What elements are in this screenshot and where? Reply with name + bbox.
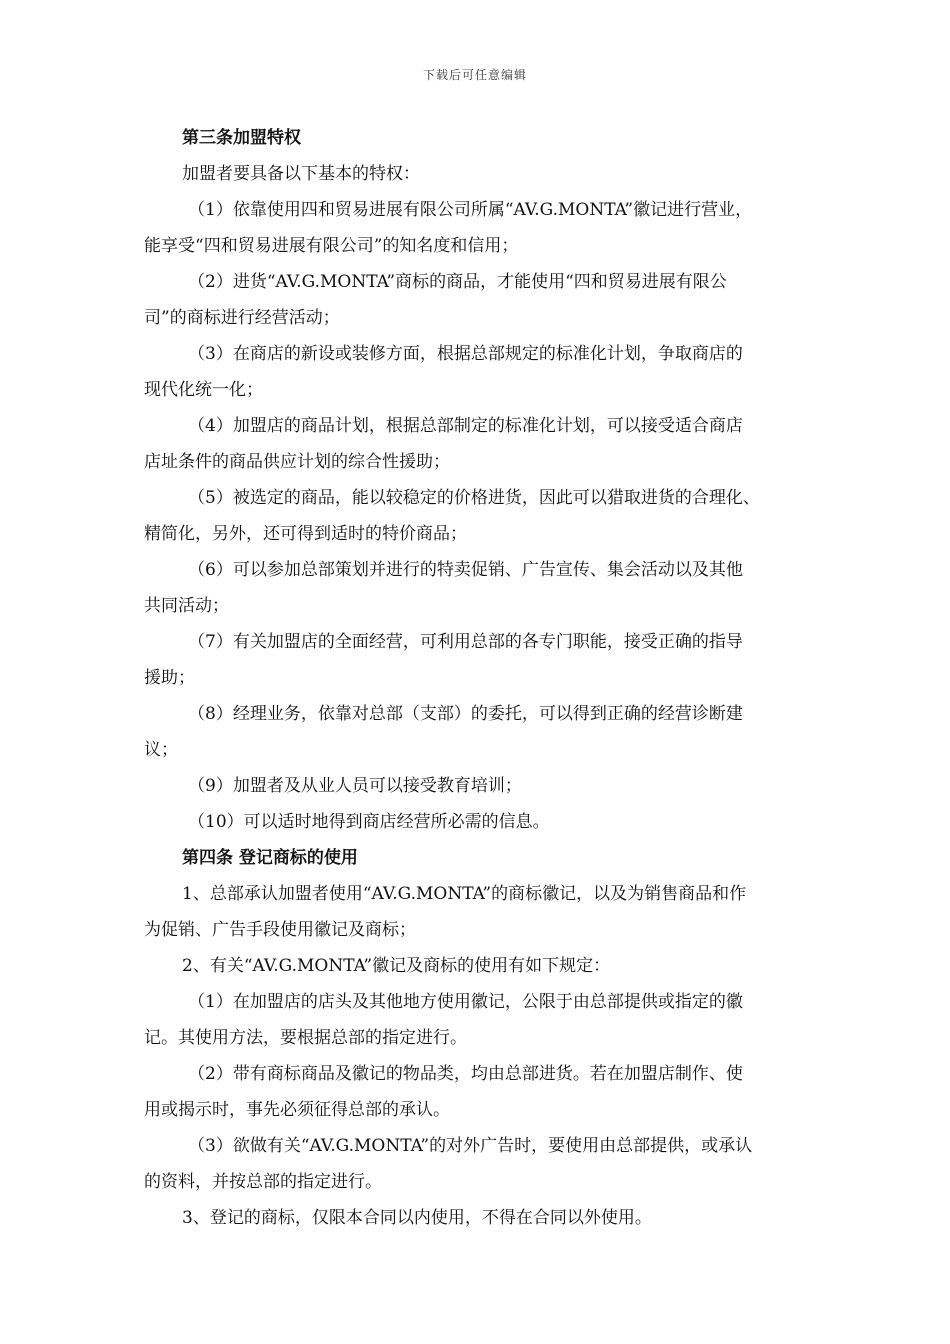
paragraph-line: （7）有关加盟店的全面经营，可利用总部的各专门职能，接受正确的指导 (188, 632, 743, 652)
paragraph-line: 用或揭示时，事先必须征得总部的承认。 (144, 1100, 450, 1120)
paragraph-line: （1）在加盟店的店头及其他地方使用徽记，公限于由总部提供或指定的徽 (188, 992, 743, 1012)
paragraph-line: 的资料，并按总部的指定进行。 (144, 1172, 382, 1192)
paragraph-line: （5）被选定的商品，能以较稳定的价格进货，因此可以猎取进货的合理化、 (188, 488, 760, 508)
paragraph-line: （9）加盟者及从业人员可以接受教育培训； (188, 776, 522, 796)
paragraph-line: 司”的商标进行经营活动； (144, 308, 340, 328)
paragraph-line: 精简化，另外，还可得到适时的特价商品； (144, 524, 467, 544)
paragraph-line: 议； (144, 740, 178, 760)
paragraph-line: （4）加盟店的商品计划，根据总部制定的标准化计划，可以接受适合商店 (188, 416, 743, 436)
page-header: 下载后可任意编辑 (422, 68, 527, 82)
paragraph-line: 能享受“四和贸易进展有限公司”的知名度和信用； (144, 236, 519, 256)
document-body (144, 120, 814, 1236)
paragraph-line: （2）进货“AV.G.MONTA”商标的商品，才能使用“四和贸易进展有限公 (188, 272, 727, 292)
section-3-intro: 加盟者要具备以下基本的特权： (182, 164, 420, 184)
paragraph-line: （10）可以适时地得到商店经营所必需的信息。 (188, 812, 550, 832)
paragraph-line: 为促销、广告手段使用徽记及商标； (144, 920, 416, 940)
paragraph-line: （3）在商店的新设或装修方面，根据总部规定的标准化计划，争取商店的 (188, 344, 743, 364)
paragraph-line: （3）欲做有关“AV.G.MONTA”的对外广告时，要使用由总部提供，或承认 (188, 1136, 753, 1156)
paragraph-line: （8）经理业务，依靠对总部（支部）的委托，可以得到正确的经营诊断建 (188, 704, 743, 724)
section-3-title: 第三条加盟特权 (182, 128, 301, 148)
section-4-title: 第四条 登记商标的使用 (182, 848, 358, 868)
paragraph-line: 记。其使用方法，要根据总部的指定进行。 (144, 1028, 467, 1048)
paragraph-line: 现代化统一化； (144, 380, 263, 400)
paragraph-line: 店址条件的商品供应计划的综合性援助； (144, 452, 450, 472)
paragraph-line: 3、登记的商标，仅限本合同以内使用，不得在合同以外使用。 (182, 1208, 652, 1228)
paragraph-line: 援助； (144, 668, 195, 688)
paragraph-line: （1）依靠使用四和贸易进展有限公司所属“AV.G.MONTA”徽记进行营业， (188, 200, 753, 220)
paragraph-line: （6）可以参加总部策划并进行的特卖促销、广告宣传、集会活动以及其他 (188, 560, 743, 580)
paragraph-line: （2）带有商标商品及徽记的物品类，均由总部进货。若在加盟店制作、使 (188, 1064, 743, 1084)
paragraph-line: 1、总部承认加盟者使用“AV.G.MONTA”的商标徽记，以及为销售商品和作 (182, 884, 747, 904)
paragraph-line: 共同活动； (144, 596, 229, 616)
paragraph-line: 2、有关“AV.G.MONTA”徽记及商标的使用有如下规定： (182, 956, 611, 976)
